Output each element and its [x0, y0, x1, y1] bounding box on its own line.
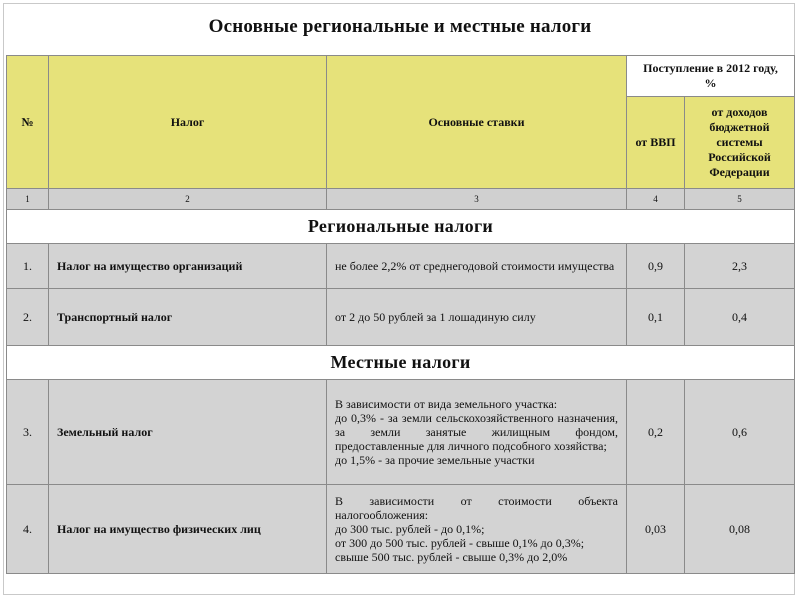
rate-line: до 0,3% - за земли сельскохозяйственного назначения, за земли занятые жилищным фондом, предоставленные для личного подсобного хозяйства;: [335, 411, 618, 453]
tax-name: Налог на имущество физических лиц: [49, 485, 327, 574]
tax-name: Земельный налог: [49, 380, 327, 485]
rate-line: не более 2,2% от среднегодовой стоимости имущества: [335, 259, 615, 273]
header-row-top: [7, 56, 795, 97]
tax-name: Налог на имущество организаций: [49, 244, 327, 289]
revenue-gdp: 0,1: [627, 289, 685, 346]
row-number: 1.: [7, 244, 49, 289]
column-number: 5: [685, 189, 795, 210]
revenue-gdp: 0,03: [627, 485, 685, 574]
row-number: 2.: [7, 289, 49, 346]
row-number: 4.: [7, 485, 49, 574]
column-number: 2: [49, 189, 327, 210]
table-row: [7, 380, 795, 485]
row-number: 3.: [7, 380, 49, 485]
page-title: Основные региональные и местные налоги: [208, 16, 592, 37]
rate-line: от 2 до 50 рублей за 1 лошадиную силу: [335, 310, 536, 324]
header-gdp: от ВВП: [627, 97, 685, 189]
tax-rate: [327, 244, 627, 289]
rate-line: от 300 до 500 тыс. рублей - свыше 0,1% до 0,3%;: [335, 536, 585, 550]
section-title-local: Местные налоги: [7, 346, 795, 380]
tax-name: Транспортный налог: [49, 289, 327, 346]
header-rates: Основные ставки: [327, 56, 627, 189]
revenue-budget: 0,6: [685, 380, 795, 485]
revenue-budget: 0,08: [685, 485, 795, 574]
table-row: [7, 485, 795, 574]
tax-rate: [327, 289, 627, 346]
column-number: 3: [327, 189, 627, 210]
rate-line: В зависимости от вида земельного участка:: [335, 397, 558, 411]
tax-rate: [327, 485, 627, 574]
revenue-gdp: 0,2: [627, 380, 685, 485]
rate-line: свыше 500 тыс. рублей - свыше 0,3% до 2,0%: [335, 550, 568, 564]
rate-line: В зависимости от стоимости объекта налогообложения:: [335, 494, 618, 522]
tax-table: [6, 55, 795, 574]
header-budget: от доходов бюджетной системы Российской Федерации: [685, 97, 795, 189]
section-title-regional: Региональные налоги: [7, 210, 795, 244]
revenue-budget: 2,3: [685, 244, 795, 289]
table-row: [7, 244, 795, 289]
revenue-gdp: 0,9: [627, 244, 685, 289]
table-row: [7, 289, 795, 346]
section-row-regional: [7, 210, 795, 244]
column-number: 4: [627, 189, 685, 210]
revenue-budget: 0,4: [685, 289, 795, 346]
rate-line: до 1,5% - за прочие земельные участки: [335, 453, 535, 467]
rate-line: до 300 тыс. рублей - до 0,1%;: [335, 522, 485, 536]
column-number: 1: [7, 189, 49, 210]
header-tax: Налог: [49, 56, 327, 189]
column-number-row: [7, 189, 795, 210]
header-num: №: [7, 56, 49, 189]
tax-rate: [327, 380, 627, 485]
header-revenue-group: Поступление в 2012 году, %: [627, 56, 795, 97]
section-row-local: [7, 346, 795, 380]
